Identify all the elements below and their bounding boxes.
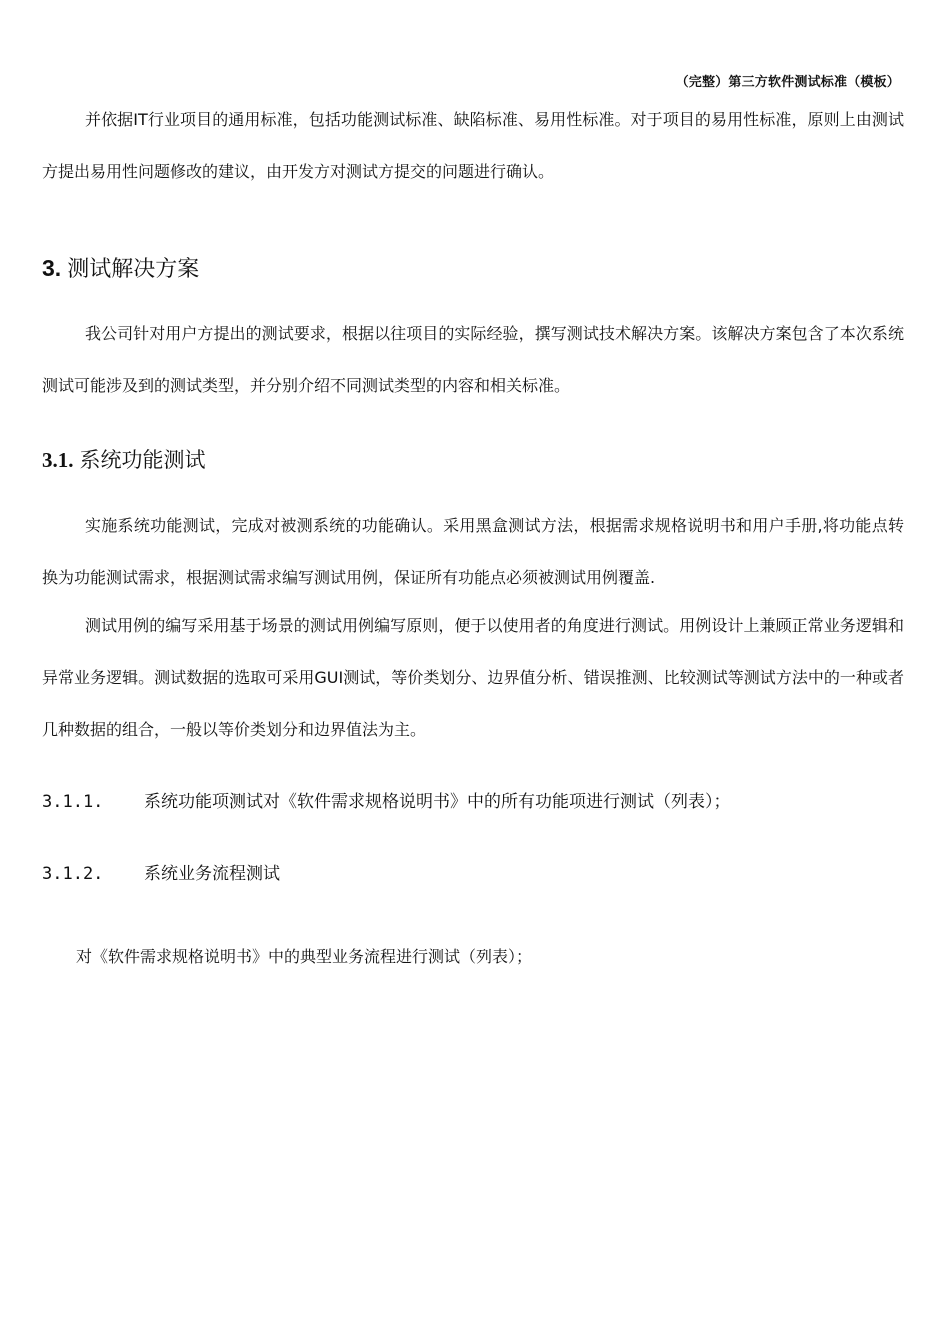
section-3-1-heading bbox=[42, 444, 206, 474]
section-3-1-2-heading bbox=[42, 859, 280, 884]
section-3-title: 测试解决方案 bbox=[67, 257, 200, 282]
intro-paragraph: 并依据IT行业项目的通用标准，包括功能测试标准、缺陷标准、易用性标准。对于项目的易用性标准，原则上由测试方提出易用性问题修改的建议，由开发方对测试方提交的问题进行确认。 bbox=[42, 110, 904, 181]
section-3-1-2-paragraph: 对《软件需求规格说明书》中的典型业务流程进行测试（列表）； bbox=[76, 947, 533, 966]
section-3-1-2-number: 3.1.2. bbox=[42, 864, 104, 884]
section-3-1-1-heading bbox=[42, 787, 731, 812]
section-3-1-2-title: 系统业务流程测试 bbox=[144, 864, 280, 884]
section-3-1-paragraph-2: 测试用例的编写采用基于场景的测试用例编写原则，便于以使用者的角度进行测试。用例设计上兼顾正常业务逻辑和异常业务逻辑。测试数据的选取可采用GUI测试，等价类划分、边界值分析、错误推测、比较测试等测试方法中的一种或者几种数据的组合，一般以等价类划分和边界值法为主。 bbox=[42, 616, 904, 739]
section-3-number: 3. bbox=[42, 255, 62, 281]
section-3-1-number: 3.1. bbox=[42, 448, 74, 472]
section-3-heading bbox=[42, 252, 199, 283]
section-3-1-paragraph-1: 实施系统功能测试，完成对被测系统的功能确认。采用黑盒测试方法，根据需求规格说明书和用户手册,将功能点转换为功能测试需求，根据测试需求编写测试用例，保证所有功能点必须被测试用例覆盖. bbox=[42, 516, 904, 587]
section-3-1-title: 系统功能测试 bbox=[79, 448, 206, 472]
section-3-1-1-number: 3.1.1. bbox=[42, 792, 104, 812]
running-header: （完整）第三方软件测试标准（模板） bbox=[675, 75, 900, 90]
section-3-1-1-title: 系统功能项测试对《软件需求规格说明书》中的所有功能项进行测试（列表）； bbox=[144, 792, 731, 812]
section-3-paragraph: 我公司针对用户方提出的测试要求，根据以往项目的实际经验，撰写测试技术解决方案。该解决方案包含了本次系统测试可能涉及到的测试类型，并分别介绍不同测试类型的内容和相关标准。 bbox=[42, 324, 904, 395]
